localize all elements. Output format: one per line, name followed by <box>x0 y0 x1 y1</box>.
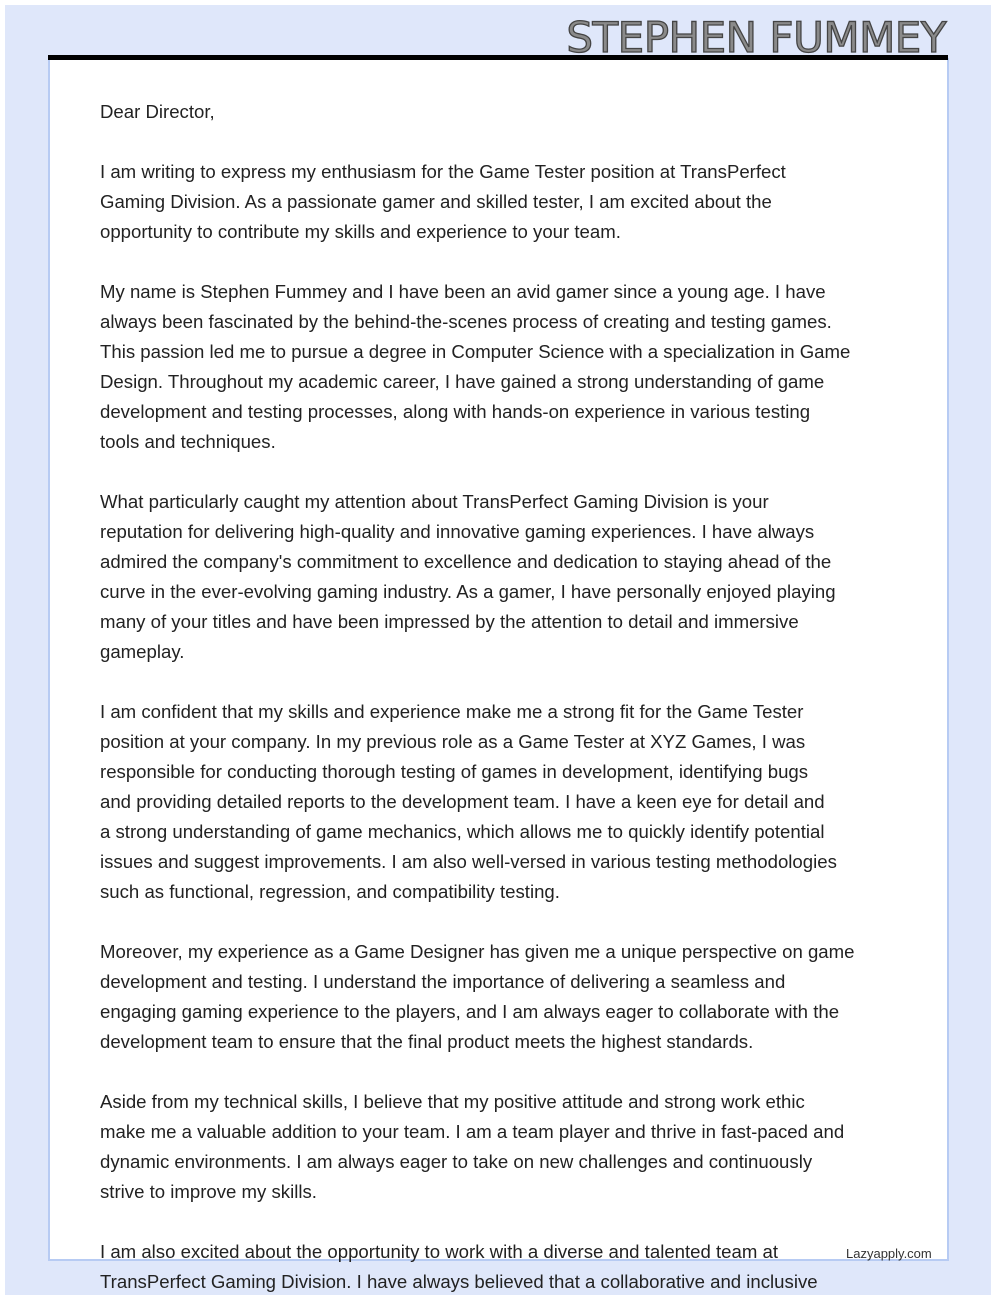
paragraph-line: Moreover, my experience as a Game Designer has given me a unique perspective on game <box>100 941 855 962</box>
paragraph-line: TransPerfect Gaming Division. I have always believed that a collaborative and inclusive <box>100 1271 818 1292</box>
paragraph-line: I am writing to express my enthusiasm for the Game Tester position at TransPerfect <box>100 161 786 182</box>
paragraph-line: engaging gaming experience to the players, and I am always eager to collaborate with the <box>100 1001 840 1022</box>
letter-paragraph <box>100 1087 854 1207</box>
paragraph-line: and providing detailed reports to the development team. I have a keen eye for detail and <box>100 791 825 812</box>
paragraph-line: issues and suggest improvements. I am also well-versed in various testing methodologies <box>100 851 837 872</box>
paragraph-line: make me a valuable addition to your team. I am a team player and thrive in fast-paced and <box>100 1121 845 1142</box>
letter-paragraph <box>100 157 854 247</box>
letter-paragraph <box>100 1237 854 1295</box>
paragraph-line: reputation for delivering high-quality and innovative gaming experiences. I have always <box>100 521 815 542</box>
paragraph-line: dynamic environments. I am always eager to take on new challenges and continuously <box>100 1151 813 1172</box>
document-background <box>5 5 991 1295</box>
watermark: Lazyapply.com <box>846 1246 932 1261</box>
paragraph-line: a strong understanding of game mechanics, which allows me to quickly identify potential <box>100 821 825 842</box>
paragraph-line: many of your titles and have been impressed by the attention to detail and immersive <box>100 611 799 632</box>
paragraph-line: development and testing. I understand the importance of delivering a seamless and <box>100 971 786 992</box>
paragraph-line: opportunity to contribute my skills and experience to your team. <box>100 221 621 242</box>
letter-paragraph <box>100 277 854 457</box>
salutation: Dear Director, <box>100 101 215 122</box>
paragraph-line: I am confident that my skills and experience make me a strong fit for the Game Tester <box>100 701 804 722</box>
paragraph-line: Aside from my technical skills, I believe that my positive attitude and strong work ethic <box>100 1091 805 1112</box>
paragraph-line: strive to improve my skills. <box>100 1181 317 1202</box>
letter-paragraph <box>100 487 854 667</box>
paragraph-line: I am also excited about the opportunity to work with a diverse and talented team at <box>100 1241 779 1262</box>
paragraph-line: tools and techniques. <box>100 431 276 452</box>
letter-body <box>100 97 854 1295</box>
paragraph-line: development team to ensure that the final product meets the highest standards. <box>100 1031 754 1052</box>
paragraph-line: curve in the ever-evolving gaming industry. As a gamer, I have personally enjoyed playing <box>100 581 836 602</box>
applicant-name: STEPHEN FUMMEY <box>566 13 946 62</box>
paragraph-line: Gaming Division. As a passionate gamer and skilled tester, I am excited about the <box>100 191 772 212</box>
letter-paragraph <box>100 697 854 907</box>
paragraph-line: admired the company's commitment to excellence and dedication to staying ahead of the <box>100 551 832 572</box>
paragraph-line: What particularly caught my attention about TransPerfect Gaming Division is your <box>100 491 769 512</box>
letter-paragraph <box>100 937 854 1057</box>
paragraph-line: development and testing processes, along with hands-on experience in various testing <box>100 401 811 422</box>
paragraph-line: This passion led me to pursue a degree in Computer Science with a specialization in Game <box>100 341 851 362</box>
paragraph-line: position at your company. In my previous role as a Game Tester at XYZ Games, I was <box>100 731 806 752</box>
paragraph-line: gameplay. <box>100 641 185 662</box>
paragraph-line: Design. Throughout my academic career, I have gained a strong understanding of game <box>100 371 825 392</box>
paragraph-line: My name is Stephen Fummey and I have been an avid gamer since a young age. I have <box>100 281 826 302</box>
paragraph-line: always been fascinated by the behind-the-scenes process of creating and testing games. <box>100 311 832 332</box>
paragraph-line: responsible for conducting thorough testing of games in development, identifying bugs <box>100 761 809 782</box>
paragraph-line: such as functional, regression, and compatibility testing. <box>100 881 560 902</box>
